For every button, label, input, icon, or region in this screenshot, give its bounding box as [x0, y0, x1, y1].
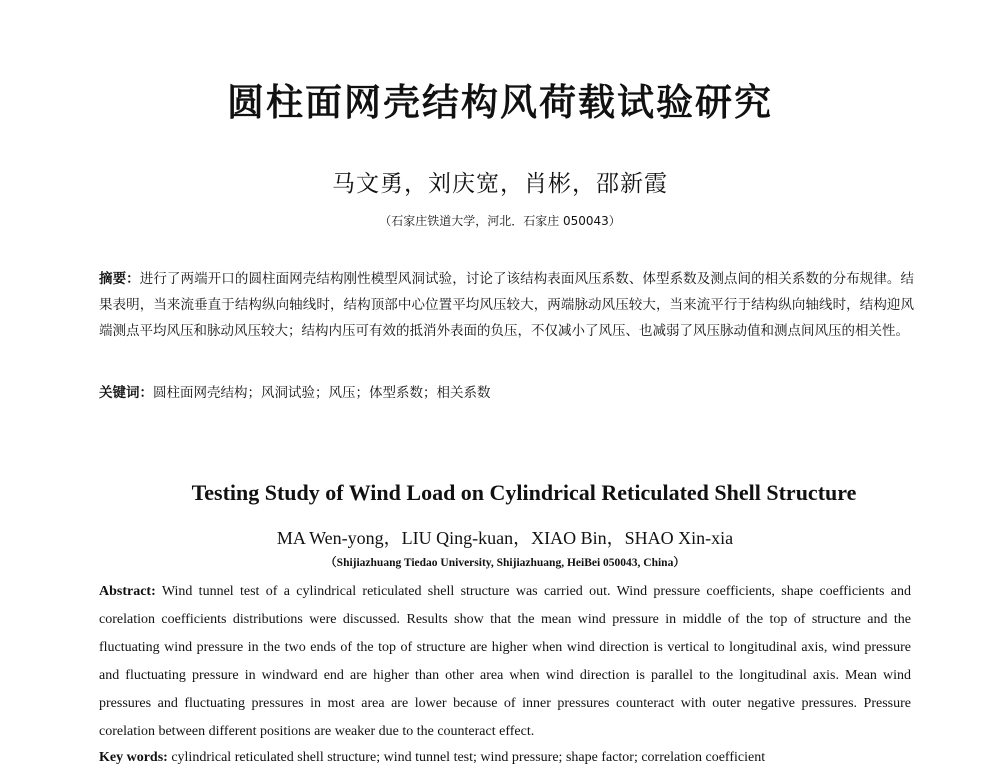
chinese-abstract — [99, 266, 914, 344]
english-abstract-text: Wind tunnel test of a cylindrical reticulated shell structure was carried out. Wind pressure coefficients, shape coefficients and corelation coefficients distributions were discussed. Results show that the mean wind pressure in middle of the top of structure and the fluctuating wind pressure in the two ends of the top of structure are higher when wind direction is vertical to longitudinal axis, wind pressure and fluctuating pressure in windward end are higher than other area when wind direction is parallel to the longitudinal axis. Mean wind pressures and fluctuating pressures in most area are lower because of inner pressures counteract with outer negative pressures. Pressure corelation between different positions are weaker due to the counteract effect. — [99, 584, 911, 739]
english-keywords-text: cylindrical reticulated shell structure; wind tunnel test; wind pressure; shape factor; correlation coefficient — [167, 750, 766, 765]
chinese-abstract-text: 进行了两端开口的圆柱面网壳结构刚性模型风洞试验，讨论了该结构表面风压系数、体型系数及测点间的相关系数的分布规律。结果表明，当来流垂直于结构纵向轴线时，结构顶部中心位置平均风压较大，两端脉动风压较大，当来流平行于结构纵向轴线时，结构迎风端测点平均风压和脉动风压较大；结构内压可有效的抵消外表面的负压，不仅减小了风压、也减弱了风压脉动值和测点间风压的相关性。 — [99, 271, 915, 339]
chinese-keywords — [99, 380, 914, 406]
english-abstract-label: Abstract: — [99, 584, 156, 599]
chinese-abstract-label: 摘要： — [99, 271, 140, 287]
chinese-keywords-label: 关键词： — [99, 385, 153, 401]
chinese-title: 圆柱面网壳结构风荷载试验研究 — [227, 81, 773, 124]
english-title: Testing Study of Wind Load on Cylindrical Reticulated Shell Structure — [191, 480, 857, 505]
english-affiliation: （Shijiazhuang Tiedao University, Shijiazhuang, HeiBei 050043, China） — [325, 557, 685, 569]
chinese-authors: 马文勇，刘庆宽，肖彬，邵新霞 — [332, 171, 668, 197]
english-keywords-label: Key words: — [99, 750, 168, 765]
english-abstract — [99, 578, 911, 746]
chinese-affiliation: （石家庄铁道大学，河北．石家庄 050043） — [379, 214, 621, 228]
chinese-keywords-text: 圆柱面网壳结构；风洞试验；风压；体型系数；相关系数 — [153, 385, 491, 401]
english-keywords — [99, 744, 911, 772]
english-authors: MA Wen-yong，LIU Qing-kuan，XIAO Bin，SHAO Xin-xia — [276, 528, 734, 548]
